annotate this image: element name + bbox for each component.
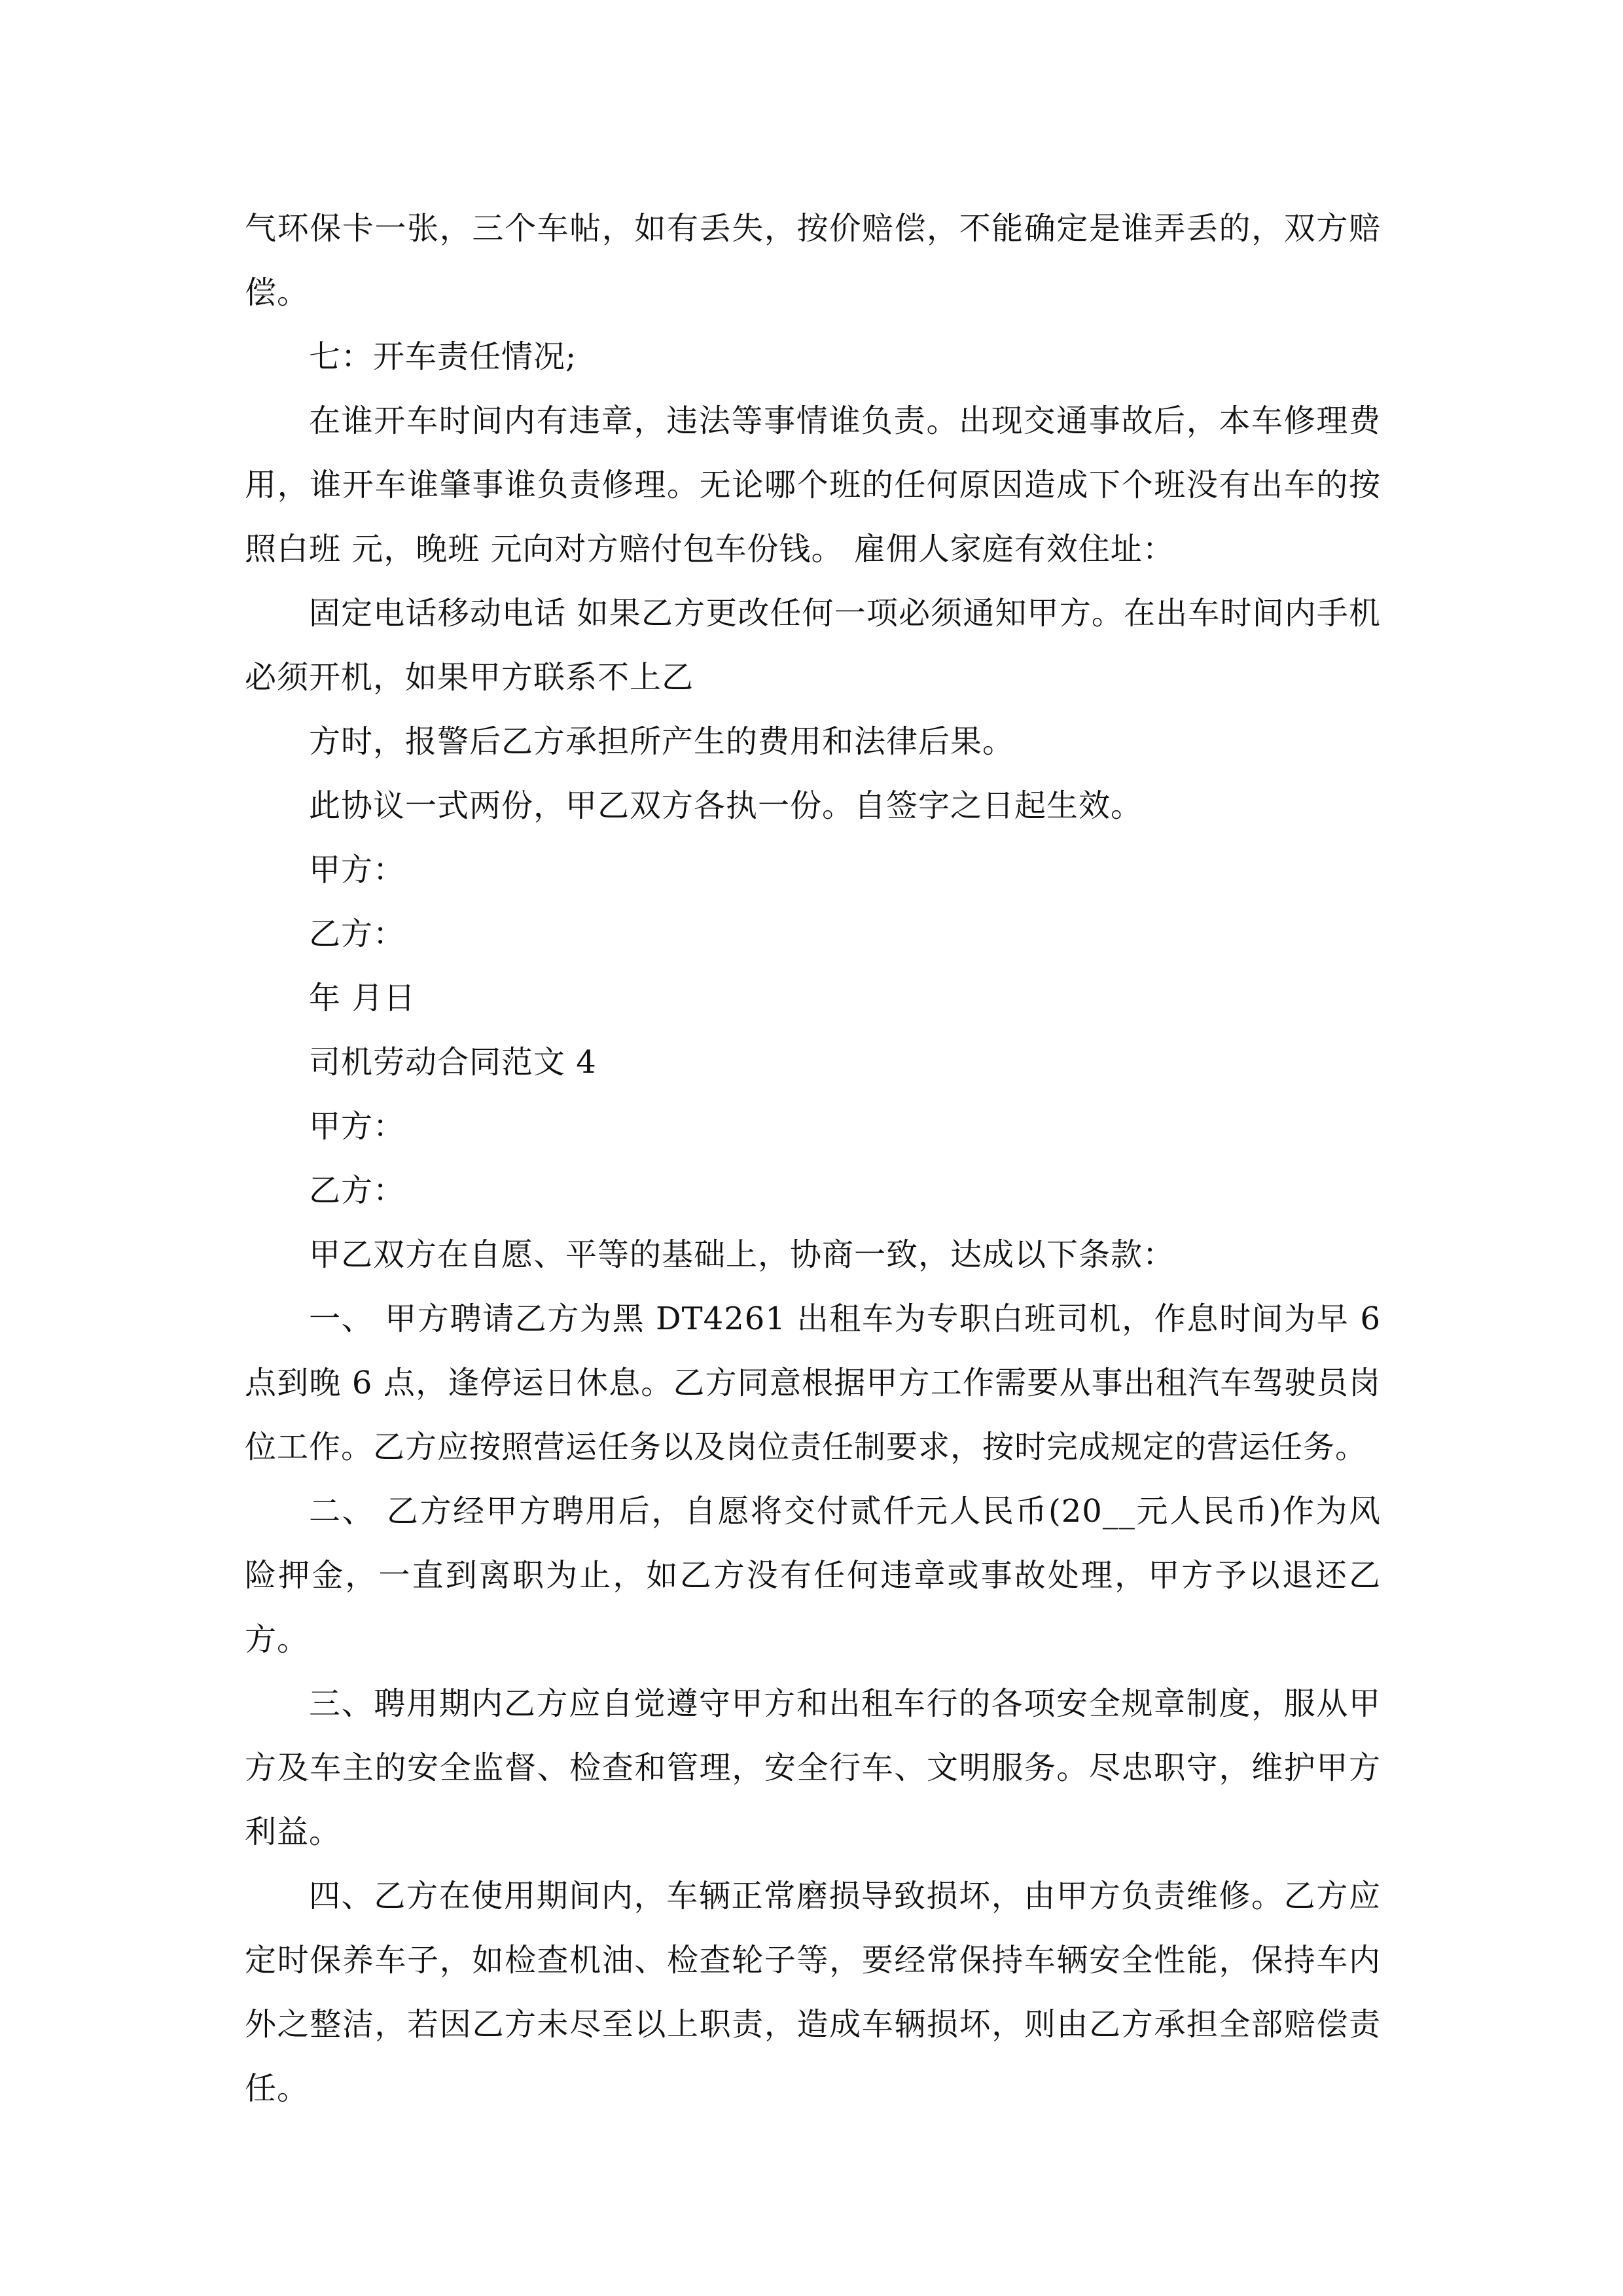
- contract-title: 司机劳动合同范文 4: [309, 1044, 597, 1081]
- clause-3: 三、聘用期内乙方应自觉遵守甲方和出租车行的各项安全规章制度，服从甲方及车主的安全监督、检查和管理，安全行车、文明服务。尽忠职守，维护甲方利益。: [245, 1685, 1381, 1850]
- section-heading-driving-responsibility: 七：开车责任情况;: [309, 338, 577, 375]
- paragraph-police-consequences: 方时，报警后乙方承担所产生的费用和法律后果。: [309, 723, 1015, 760]
- signature-party-b: 乙方：: [309, 916, 406, 952]
- paragraph-contact-info: 固定电话移动电话 如果乙方更改任何一项必须通知甲方。在出车时间内手机必须开机，如果甲方联系不上乙: [245, 595, 1381, 696]
- clause-2: 二、 乙方经甲方聘用后，自愿将交付贰仟元人民币(20__元人民币)作为风险押金，一直到离职为止，如乙方没有任何违章或事故处理，甲方予以退还乙方。: [245, 1493, 1381, 1658]
- paragraph-preamble: 甲乙双方在自愿、平等的基础上，协商一致，达成以下条款：: [309, 1236, 1175, 1273]
- paragraph-agreement-copies: 此协议一式两份，甲乙双方各执一份。自签字之日起生效。: [309, 787, 1143, 824]
- signature-party-a: 甲方：: [309, 852, 406, 888]
- clause-1: 一、 甲方聘请乙方为黑 DT4261 出租车为专职白班司机，作息时间为早 6 点到晚 6 点，逢停运日休息。乙方同意根据甲方工作需要从事出租汽车驾驶员岗位工作。乙方应按照营运任务以及岗位责任制要求，按时完成规定的营运任务。: [245, 1300, 1381, 1465]
- document-body: [245, 196, 1381, 2121]
- party-a-label: 甲方：: [309, 1108, 406, 1145]
- party-b-label: 乙方：: [309, 1172, 406, 1209]
- paragraph-compensation-continued: 气环保卡一张，三个车帖，如有丢失，按价赔偿，不能确定是谁弄丢的，双方赔偿。: [245, 210, 1381, 311]
- paragraph-violation-responsibility: 在谁开车时间内有违章，违法等事情谁负责。出现交通事故后，本车修理费用，谁开车谁肇事谁负责修理。无论哪个班的任何原因造成下个班没有出车的按照白班 元，晚班 元向对方赔付包车份钱。 雇佣人家庭有效住址：: [245, 403, 1381, 567]
- signature-date: 年 月日: [309, 980, 416, 1016]
- clause-4: 四、乙方在使用期间内，车辆正常磨损导致损坏，由甲方负责维修。乙方应定时保养车子，如检查机油、检查轮子等，要经常保持车辆安全性能，保持车内外之整洁，若因乙方未尽至以上职责，造成车辆损坏，则由乙方承担全部赔偿责任。: [245, 1878, 1381, 2107]
